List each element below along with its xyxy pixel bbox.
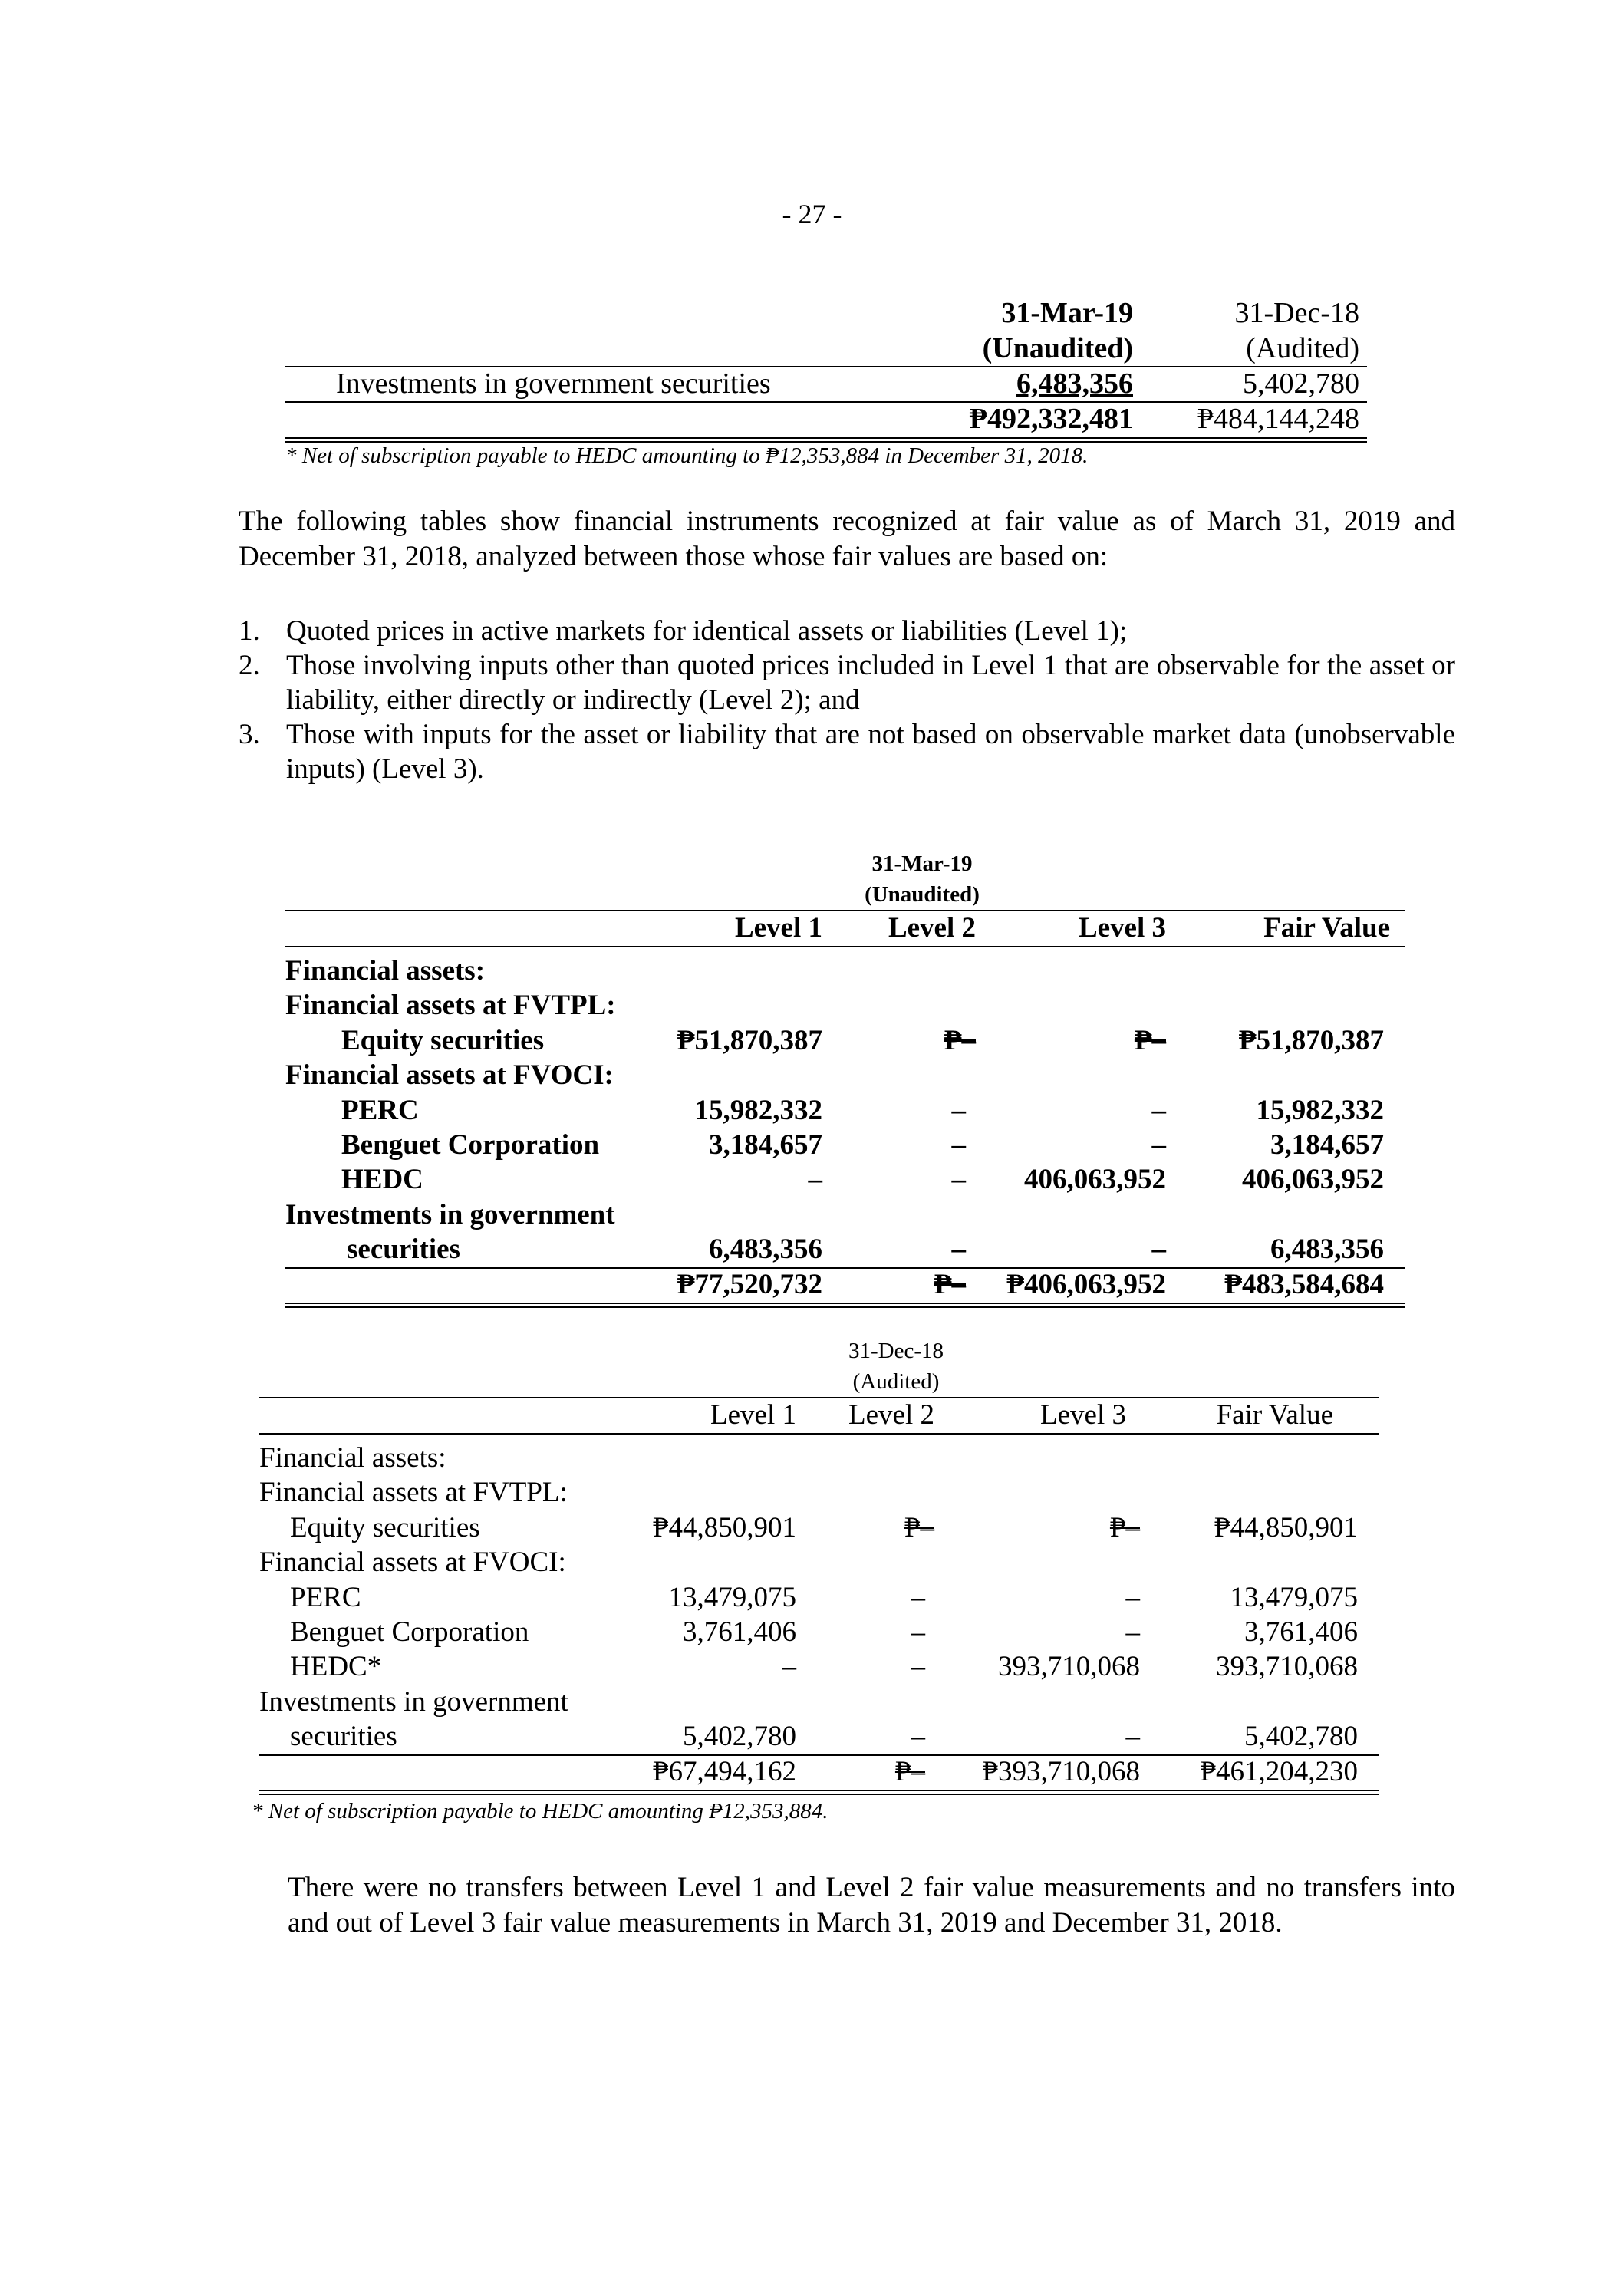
gov-level1: 6,483,356 bbox=[709, 1234, 822, 1265]
top-row-value-1: 6,483,356 bbox=[1016, 367, 1133, 400]
row-label-perc: PERC bbox=[290, 1582, 361, 1613]
col-header-level2: Level 2 bbox=[888, 912, 976, 944]
benguet-fair-value: 3,761,406 bbox=[1244, 1616, 1358, 1648]
total-level3: ₱406,063,952 bbox=[1006, 1269, 1166, 1300]
equity-fair-value: ₱44,850,901 bbox=[1214, 1512, 1358, 1543]
row-label-fvtpl: Financial assets at FVTPL: bbox=[259, 1477, 568, 1508]
hedc-level2: – bbox=[951, 1164, 966, 1195]
equity-level2: ₱– bbox=[944, 1025, 976, 1056]
row-label-perc: PERC bbox=[341, 1095, 419, 1126]
perc-level2: – bbox=[951, 1095, 966, 1126]
total-level1: ₱67,494,162 bbox=[652, 1756, 796, 1787]
col-header-fair-value: Fair Value bbox=[1216, 1399, 1333, 1431]
perc-level1: 13,479,075 bbox=[668, 1582, 796, 1613]
divider bbox=[259, 1433, 1379, 1435]
gov-fair-value: 6,483,356 bbox=[1270, 1234, 1384, 1265]
benguet-level2: – bbox=[951, 1129, 966, 1161]
total-fair-value: ₱461,204,230 bbox=[1200, 1756, 1358, 1787]
dec18-table-footnote: * Net of subscription payable to HEDC amounting ₱12,353,884. bbox=[252, 1799, 828, 1823]
top-summary-table bbox=[285, 296, 1367, 437]
intro-paragraph: The following tables show financial instruments recognized at fair value as of March 31, 2019 and December 31, 2018, analyzed between those whose fair values are based on: bbox=[239, 506, 1455, 572]
total-level2: ₱– bbox=[934, 1269, 966, 1300]
perc-level3: – bbox=[1125, 1582, 1140, 1613]
hedc-fair-value: 406,063,952 bbox=[1242, 1164, 1384, 1195]
row-label-fvoci: Financial assets at FVOCI: bbox=[259, 1547, 566, 1578]
perc-level1: 15,982,332 bbox=[694, 1095, 822, 1126]
top-total-value-2: ₱484,144,248 bbox=[1197, 403, 1359, 435]
top-table-footnote: * Net of subscription payable to HEDC amounting to ₱12,353,884 in December 31, 2018. bbox=[285, 443, 1089, 468]
status-header: (Unaudited) bbox=[865, 882, 980, 907]
gov-level3: – bbox=[1151, 1234, 1166, 1265]
top-row-label: Investments in government securities bbox=[336, 367, 771, 400]
col-header-level1: Level 1 bbox=[710, 1399, 796, 1431]
gov-level3: – bbox=[1125, 1721, 1140, 1752]
list-item: 1. Quoted prices in active markets for identical assets or liabilities (Level 1); bbox=[239, 615, 1128, 647]
benguet-level1: 3,184,657 bbox=[709, 1129, 822, 1161]
closing-paragraph: There were no transfers between Level 1 and Level 2 fair value measurements and no transfers into and out of Level 3 fair value measurements in March 31, 2019 and December 31, 2018. bbox=[288, 1872, 1455, 1939]
double-divider bbox=[285, 1303, 1405, 1308]
row-label-financial-assets: Financial assets: bbox=[285, 955, 486, 987]
row-label-gov-line2: securities bbox=[347, 1234, 460, 1265]
benguet-level3: – bbox=[1125, 1616, 1140, 1648]
levels-list bbox=[239, 614, 1455, 786]
hedc-level1: – bbox=[808, 1164, 822, 1195]
row-label-hedc: HEDC bbox=[341, 1164, 423, 1195]
row-label-fvtpl: Financial assets at FVTPL: bbox=[285, 990, 616, 1021]
list-item: 2. Those involving inputs other than quoted prices included in Level 1 that are observable for the asset or liability, either directly or indirectly (Level 2); and bbox=[239, 650, 1455, 716]
row-label-gov-line2: securities bbox=[290, 1721, 397, 1752]
hedc-level2: – bbox=[911, 1651, 925, 1682]
total-level3: ₱393,710,068 bbox=[982, 1756, 1140, 1787]
row-label-gov-line1: Investments in government bbox=[285, 1199, 615, 1230]
equity-level3: ₱– bbox=[1109, 1512, 1140, 1543]
row-label-benguet: Benguet Corporation bbox=[341, 1129, 600, 1161]
divider bbox=[285, 946, 1405, 947]
total-level2: ₱– bbox=[894, 1756, 925, 1787]
perc-level2: – bbox=[911, 1582, 925, 1613]
benguet-level2: – bbox=[911, 1616, 925, 1648]
period-header: 31-Mar-19 bbox=[871, 852, 973, 876]
gov-level1: 5,402,780 bbox=[683, 1721, 796, 1752]
hedc-level1: – bbox=[782, 1651, 796, 1682]
hedc-level3: 406,063,952 bbox=[1024, 1164, 1166, 1195]
row-label-gov-line1: Investments in government bbox=[259, 1686, 568, 1718]
col-header-level1: Level 1 bbox=[734, 912, 822, 944]
gov-fair-value: 5,402,780 bbox=[1244, 1721, 1358, 1752]
list-item: 3. Those with inputs for the asset or liability that are not based on observable market data (unobservable inputs) (Level 3). bbox=[239, 719, 1455, 785]
page-number: - 27 - bbox=[782, 199, 842, 229]
perc-fair-value: 13,479,075 bbox=[1230, 1582, 1358, 1613]
col-header-level3: Level 3 bbox=[1078, 912, 1166, 944]
status-header: (Audited) bbox=[852, 1369, 940, 1394]
top-total-value-1: ₱492,332,481 bbox=[969, 403, 1133, 435]
total-level1: ₱77,520,732 bbox=[677, 1269, 822, 1300]
total-fair-value: ₱483,584,684 bbox=[1224, 1269, 1384, 1300]
double-divider bbox=[259, 1790, 1379, 1795]
equity-level3: ₱– bbox=[1134, 1025, 1166, 1056]
equity-level1: ₱44,850,901 bbox=[652, 1512, 796, 1543]
col-header-level2: Level 2 bbox=[848, 1399, 934, 1431]
row-label-equity: Equity securities bbox=[341, 1025, 545, 1056]
equity-level1: ₱51,870,387 bbox=[677, 1025, 822, 1056]
row-label-benguet: Benguet Corporation bbox=[290, 1616, 529, 1648]
perc-level3: – bbox=[1151, 1095, 1166, 1126]
row-label-equity: Equity securities bbox=[290, 1512, 480, 1543]
top-col1-period: 31-Mar-19 bbox=[1001, 297, 1133, 329]
top-col2-period: 31-Dec-18 bbox=[1234, 297, 1359, 329]
hedc-fair-value: 393,710,068 bbox=[1216, 1651, 1358, 1682]
top-col2-status: (Audited) bbox=[1246, 332, 1359, 364]
benguet-level1: 3,761,406 bbox=[683, 1616, 796, 1648]
gov-level2: – bbox=[911, 1721, 925, 1752]
col-header-fair-value: Fair Value bbox=[1263, 912, 1390, 944]
row-label-fvoci: Financial assets at FVOCI: bbox=[285, 1059, 614, 1091]
double-divider bbox=[285, 437, 1367, 443]
perc-fair-value: 15,982,332 bbox=[1256, 1095, 1384, 1126]
row-label-financial-assets: Financial assets: bbox=[259, 1442, 446, 1474]
gov-level2: – bbox=[951, 1234, 966, 1265]
equity-level2: ₱– bbox=[904, 1512, 934, 1543]
benguet-level3: – bbox=[1151, 1129, 1166, 1161]
benguet-fair-value: 3,184,657 bbox=[1270, 1129, 1384, 1161]
top-row-value-2: 5,402,780 bbox=[1243, 367, 1359, 400]
top-col1-status: (Unaudited) bbox=[982, 332, 1133, 364]
col-header-level3: Level 3 bbox=[1040, 1399, 1126, 1431]
hedc-level3: 393,710,068 bbox=[998, 1651, 1140, 1682]
period-header: 31-Dec-18 bbox=[848, 1339, 944, 1363]
equity-fair-value: ₱51,870,387 bbox=[1238, 1025, 1384, 1056]
row-label-hedc: HEDC* bbox=[290, 1651, 382, 1682]
